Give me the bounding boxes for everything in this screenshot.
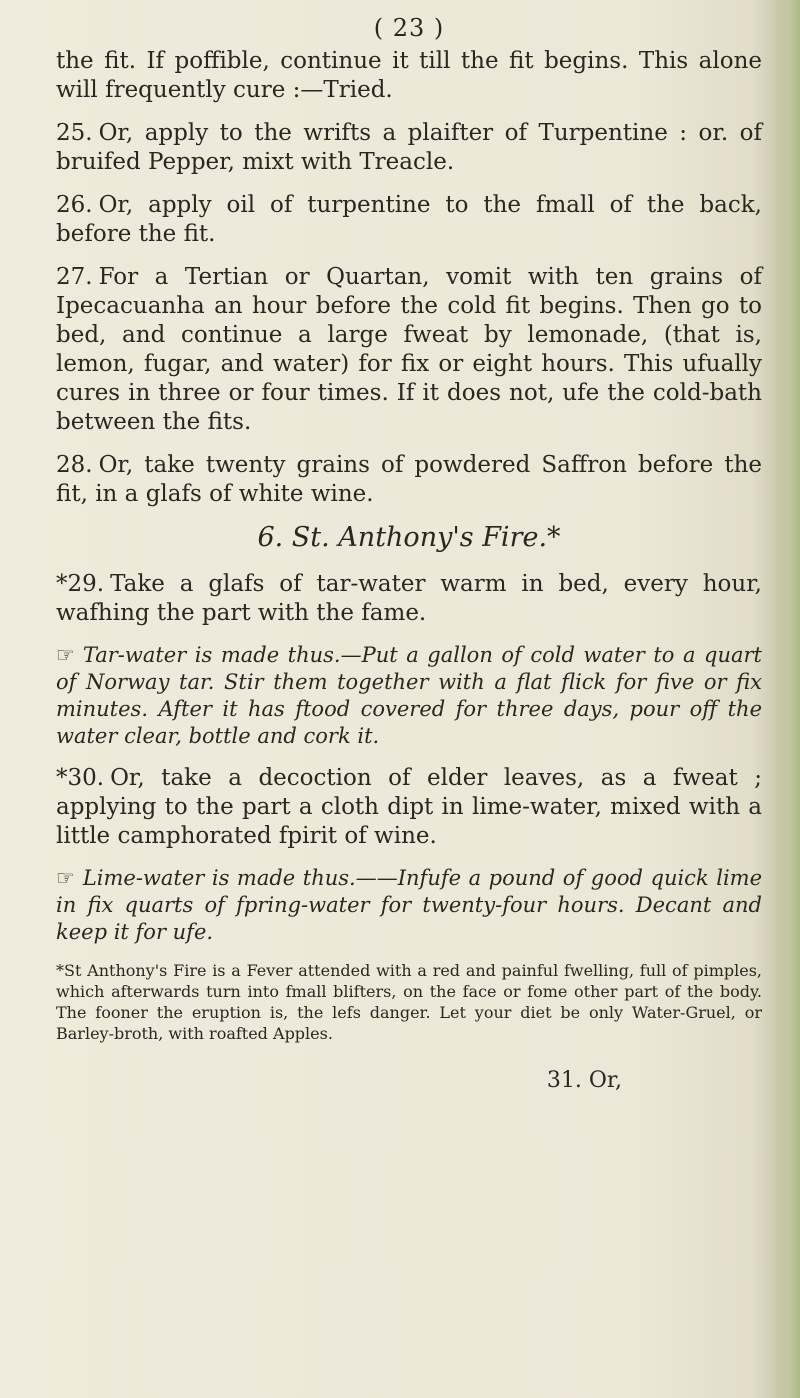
paragraph-number: *29.: [56, 571, 105, 597]
note-text: Tar-water is made thus.—Put a gallon of cold water to a quart of Norway tar. Stir them together with a flat flick for five or fix minutes. After it has ftood covered for three days, pour off the water clear, bottle and cork it.: [56, 643, 762, 748]
paragraph-text: Or, take twenty grains of powdered Saffron before the fit, in a glafs of white wine.: [56, 452, 762, 507]
paragraph-continued: [56, 47, 762, 105]
page-content: [56, 14, 762, 1095]
paragraph-number: 26.: [56, 192, 93, 218]
paragraph-28: [56, 451, 762, 509]
page-edge-shadow: [774, 0, 800, 1398]
catchword: 31. Or,: [546, 1068, 622, 1093]
paragraph-text: Take a glafs of tar-water warm in bed, every hour, wafhing the part with the fame.: [56, 571, 762, 626]
note-text: Lime-water is made thus.——Infufe a pound of good quick lime in fix quarts of fpring-water for twenty-four hours. Decant and keep it for ufe.: [56, 866, 762, 944]
paragraph-25: [56, 119, 762, 177]
note-lime-water: [56, 865, 762, 946]
paragraph-text: For a Tertian or Quartan, vomit with ten grains of Ipecacuanha an hour before the cold fit begins. Then go to bed, and continue a large fweat by lemonade, (that is, lemon, fugar, and water) for fix or eight hours. This ufually cures in three or four times. If it does not, ufe the cold-bath between the fits.: [56, 264, 762, 435]
page-number: ( 23 ): [373, 14, 445, 42]
section-heading: 6. St. Anthony's Fire.*: [257, 522, 561, 553]
paragraph-number: 25.: [56, 120, 93, 146]
paragraph-text: Or, take a decoction of elder leaves, as a fweat ; applying to the part a cloth dipt in lime-water, mixed with a little camphorated fpirit of wine.: [56, 765, 762, 849]
paragraph-30: [56, 764, 762, 851]
pointing-hand-icon: ☞: [56, 866, 75, 890]
paragraph-text: the fit. If poffible, continue it till the fit begins. This alone will frequently cure :—Tried.: [56, 48, 762, 103]
paragraph-number: 28.: [56, 452, 93, 478]
footnote: *St Anthony's Fire is a Fever attended with a red and painful fwelling, full of pimples, which afterwards turn into fmall blifters, on the face or fome other part of the body. The fooner the eruption is, the lefs danger. Let your diet be only Water-Gruel, or Barley-broth, with roafted Apples.: [56, 961, 762, 1043]
pointing-hand-icon: ☞: [56, 643, 75, 667]
paragraph-27: [56, 263, 762, 437]
paragraph-number: 27.: [56, 264, 93, 290]
note-tar-water: [56, 642, 762, 750]
paragraph-text: Or, apply to the wrifts a plaifter of Turpentine : or. of bruifed Pepper, mixt with Treacle.: [56, 120, 762, 175]
paragraph-number: *30.: [56, 765, 105, 791]
paragraph-29: [56, 570, 762, 628]
paragraph-text: Or, apply oil of turpentine to the fmall of the back, before the fit.: [56, 192, 762, 247]
paragraph-26: [56, 191, 762, 249]
